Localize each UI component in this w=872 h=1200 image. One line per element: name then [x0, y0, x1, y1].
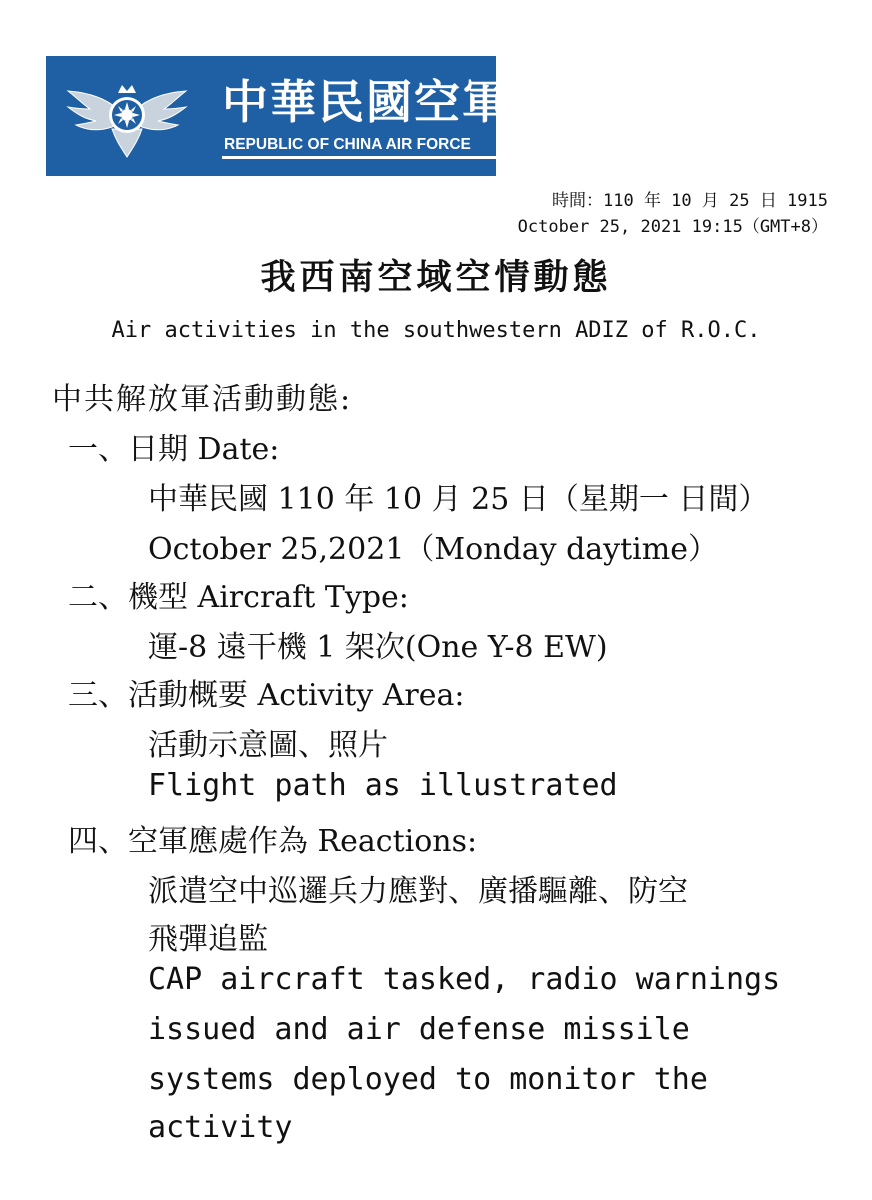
date-heading: 一、日期 Date: [68, 432, 280, 467]
reactions-english-line-2: issued and air defense missile [148, 1012, 690, 1047]
timestamp-english: October 25, 2021 19:15（GMT+8） [517, 217, 828, 237]
logo-underline [222, 156, 512, 159]
aircraft-type-heading: 二、機型 Aircraft Type: [68, 580, 409, 615]
activity-area-heading: 三、活動概要 Activity Area: [68, 678, 465, 713]
air-force-logo-banner [46, 56, 510, 176]
air-force-emblem-icon [66, 71, 188, 163]
reactions-chinese-line-1: 派遣空中巡邏兵力應對、廣播驅離、防空 [148, 874, 688, 909]
date-english: October 25,2021（Monday daytime） [148, 532, 718, 567]
page-title-chinese: 我西南空域空情動態 [260, 258, 612, 298]
activity-area-english: Flight path as illustrated [148, 768, 618, 803]
reactions-english-line-1: CAP aircraft tasked, radio warnings [148, 962, 781, 997]
release-timestamp [518, 188, 828, 240]
logo-english-name: REPUBLIC OF CHINA AIR FORCE [224, 136, 471, 153]
reactions-heading: 四、空軍應處作為 Reactions: [68, 824, 478, 859]
page-title-english: Air activities in the southwestern ADIZ of R.O.C. [111, 318, 761, 343]
logo-chinese-name: 中華民國空軍 [222, 75, 510, 129]
section-heading: 中共解放軍活動動態: [52, 382, 353, 417]
timestamp-chinese: 時間：110 年 10 月 25 日 1915 [552, 191, 828, 211]
date-chinese: 中華民國 110 年 10 月 25 日（星期一 日間） [148, 482, 769, 517]
aircraft-type-detail: 運-8 遠干機 1 架次(One Y-8 EW) [148, 630, 608, 665]
reactions-english-line-4: activity [148, 1110, 293, 1145]
activity-area-chinese: 活動示意圖、照片 [148, 728, 388, 763]
reactions-chinese-line-2: 飛彈追監 [148, 922, 268, 957]
reactions-english-line-3: systems deployed to monitor the [148, 1062, 708, 1097]
